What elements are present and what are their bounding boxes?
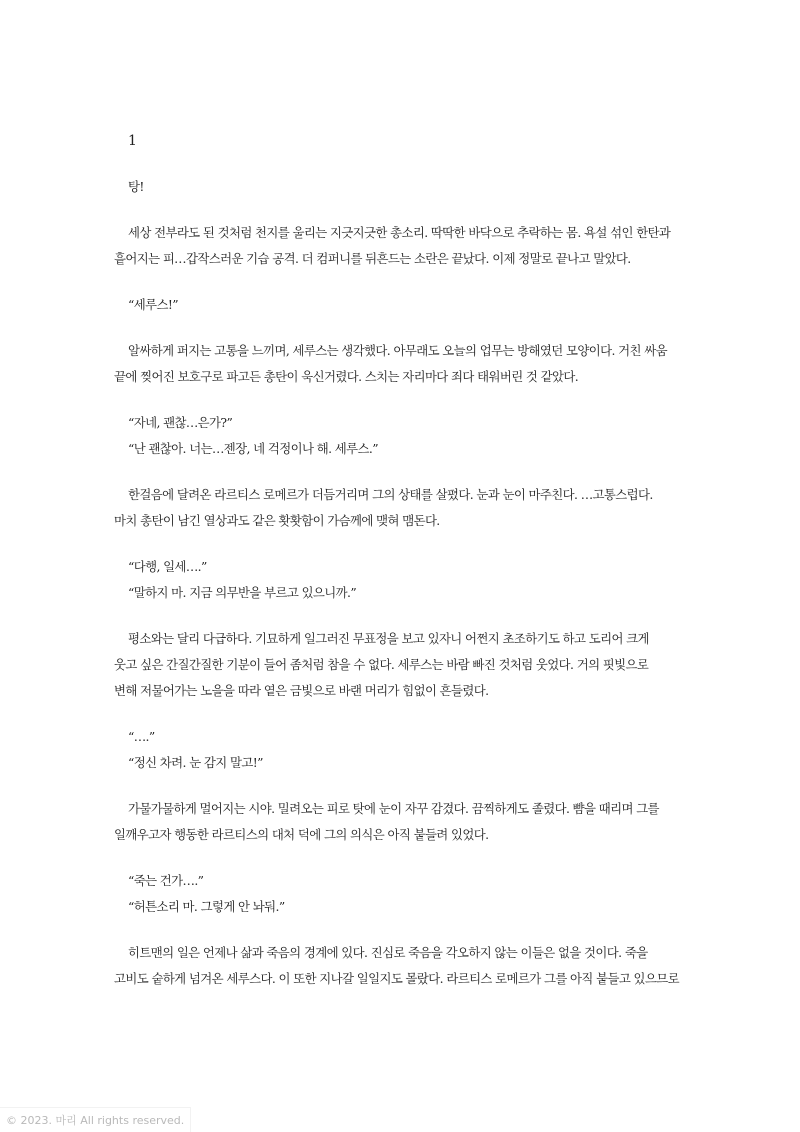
dialogue-line: “다행, 일세….” bbox=[128, 559, 207, 574]
dialogue-line: “난 괜찮아. 너는…젠장, 네 걱정이나 해. 세루스.” bbox=[128, 441, 378, 456]
copyright-footer: © 2023. 마리 All rights reserved. bbox=[0, 1107, 191, 1132]
paragraph-line: 세상 전부라도 된 것처럼 천지를 울리는 지긋지긋한 총소리. 딱딱한 바닥으로 추락하는 몸. 욕설 섞인 한탄과 bbox=[128, 225, 671, 240]
paragraph bbox=[114, 220, 692, 272]
dialogue-line: “자네, 괜찮…은가?” bbox=[128, 415, 233, 430]
dialogue-line: “허튼소리 마. 그렇게 안 놔둬.” bbox=[128, 899, 285, 914]
paragraph-line: 일깨우고자 행동한 라르티스의 대처 덕에 그의 의식은 아직 붙들려 있었다. bbox=[114, 827, 489, 842]
dialogue-line: “말하지 마. 지금 의무반을 부르고 있으니까.” bbox=[128, 585, 357, 600]
paragraph-line: 흩어지는 피…갑작스러운 기습 공격. 더 컴퍼니를 뒤흔드는 소란은 끝났다. 이제 정말로 끝나고 말았다. bbox=[114, 251, 631, 266]
paragraph-line: 고비도 숱하게 넘겨온 세루스다. 이 또한 지나갈 일일지도 몰랐다. 라르티스 로메르가 그를 아직 붙들고 있으므로 bbox=[114, 971, 680, 986]
paragraph-line: 알싸하게 퍼지는 고통을 느끼며, 세루스는 생각했다. 아무래도 오늘의 업무는 방해였던 모양이다. 거친 싸움 bbox=[128, 343, 667, 358]
dialogue-block bbox=[114, 724, 692, 776]
paragraph-line: 마치 총탄이 남긴 열상과도 같은 홧홧함이 가슴께에 맺혀 맴돈다. bbox=[114, 513, 440, 528]
paragraph bbox=[114, 626, 692, 704]
paragraph-line: 끝에 찢어진 보호구로 파고든 총탄이 욱신거렸다. 스치는 자리마다 죄다 태워버린 것 같았다. bbox=[114, 369, 579, 384]
paragraph bbox=[114, 940, 692, 992]
document-body bbox=[114, 128, 692, 1012]
paragraph bbox=[114, 174, 692, 200]
dialogue-block bbox=[114, 868, 692, 920]
paragraph-line: 탕! bbox=[128, 179, 144, 194]
paragraph-line: 웃고 싶은 간질간질한 기분이 들어 좀처럼 참을 수 없다. 세루스는 바람 빠진 것처럼 웃었다. 거의 핏빛으로 bbox=[114, 657, 649, 672]
paragraph-line: 변해 저물어가는 노을을 따라 옅은 금빛으로 바랜 머리가 힘없이 흔들렸다. bbox=[114, 683, 489, 698]
chapter-number: 1 bbox=[128, 133, 137, 149]
dialogue-line: “세루스!” bbox=[128, 297, 178, 312]
dialogue-block bbox=[114, 410, 692, 462]
paragraph-line: 한걸음에 달려온 라르티스 로메르가 더듬거리며 그의 상태를 살폈다. 눈과 눈이 마주친다. …고통스럽다. bbox=[128, 487, 653, 502]
paragraph-line: 히트맨의 일은 언제나 삶과 죽음의 경계에 있다. 진심로 죽음을 각오하지 않는 이들은 없을 것이다. 죽을 bbox=[128, 945, 648, 960]
paragraph bbox=[114, 482, 692, 534]
paragraph bbox=[114, 338, 692, 390]
paragraph-line: 가물가물하게 멀어지는 시야. 밀려오는 피로 탓에 눈이 자꾸 감겼다. 끔찍하게도 졸렸다. 뺨을 때리며 그를 bbox=[128, 801, 659, 816]
paragraph-line: 평소와는 달리 다급하다. 기묘하게 일그러진 무표정을 보고 있자니 어쩐지 초조하기도 하고 도리어 크게 bbox=[128, 631, 649, 646]
dialogue-line: “….” bbox=[128, 729, 155, 744]
dialogue-line: “죽는 건가….” bbox=[128, 873, 204, 888]
dialogue-block bbox=[114, 292, 692, 318]
dialogue-block bbox=[114, 554, 692, 606]
dialogue-line: “정신 차려. 눈 감지 말고!” bbox=[128, 755, 263, 770]
paragraph bbox=[114, 796, 692, 848]
